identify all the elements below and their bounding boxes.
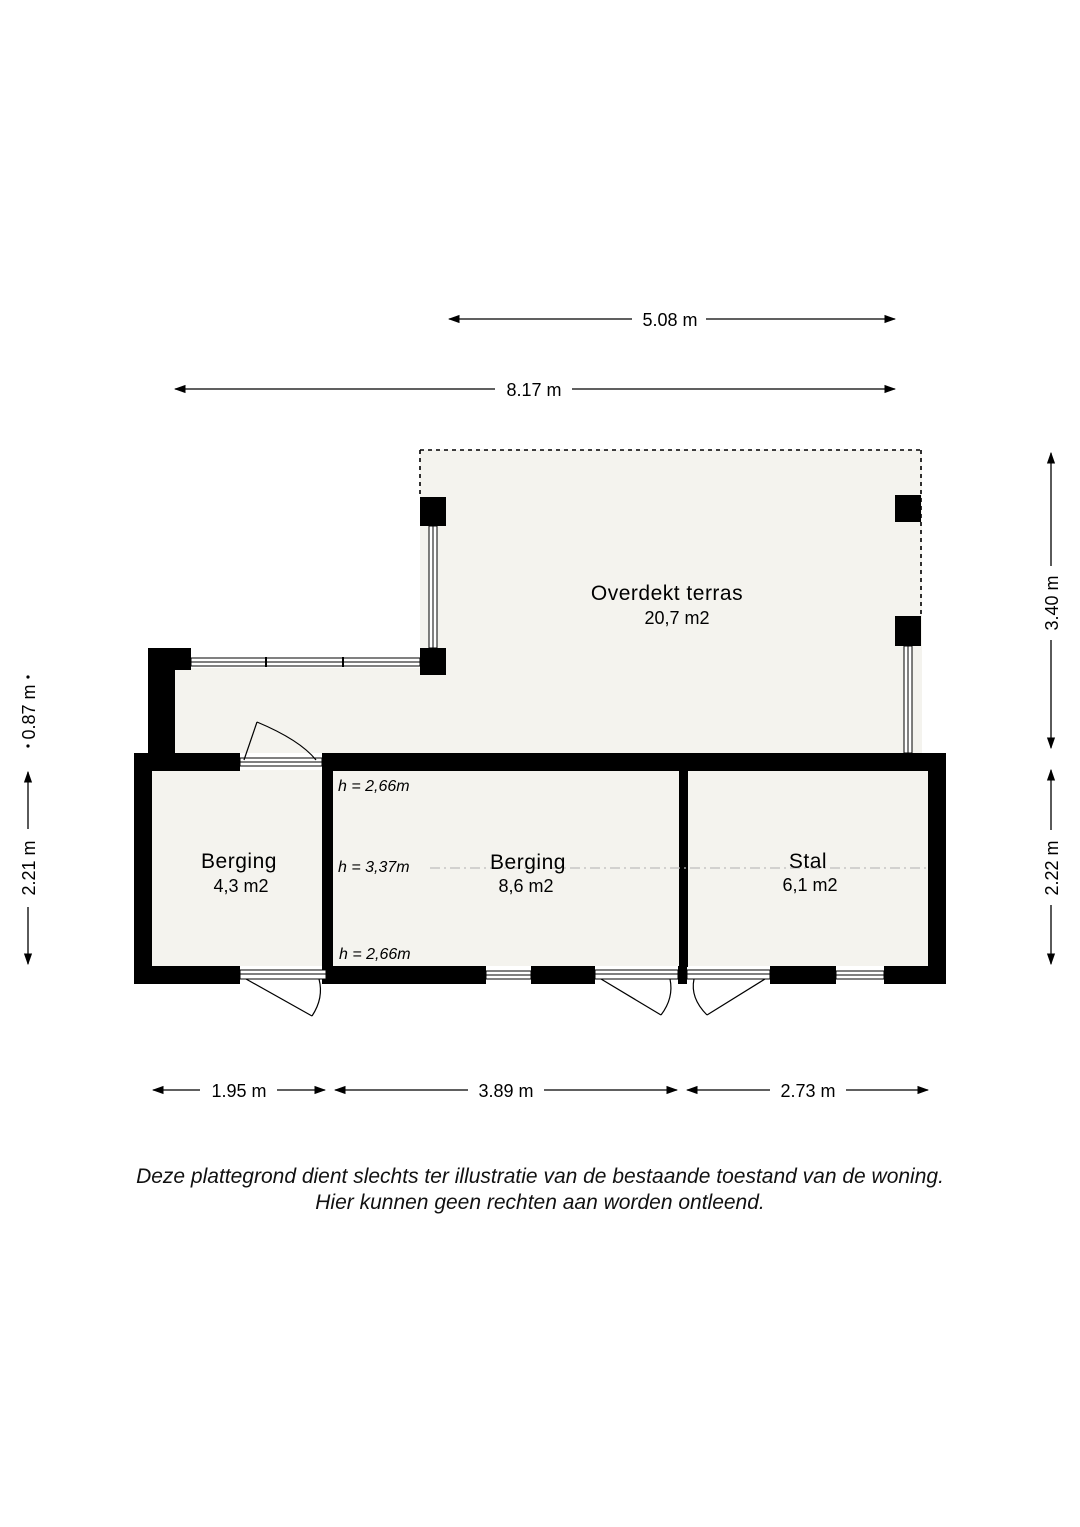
room-name-berging-small: Berging (201, 850, 277, 873)
height-label-bottom: h = 2,66m (339, 946, 411, 963)
dim-label-8-17: 8.17 m (506, 380, 562, 400)
height-label-middle: h = 3,37m (338, 859, 410, 876)
dim-label-2-21: 2.21 m (19, 840, 39, 896)
dim-label-5-08: 5.08 m (642, 310, 698, 330)
disclaimer (0, 1164, 1080, 1216)
height-label-top: h = 2,66m (338, 778, 410, 795)
dimension-dot-top (26, 675, 29, 678)
door-swing-bottom-left (246, 979, 320, 1016)
room-name-berging-large: Berging (490, 851, 566, 874)
dim-label-0-87: 0.87 m (19, 684, 39, 740)
room-area-berging-large: 8,6 m2 (498, 876, 554, 896)
dim-label-3-40: 3.40 m (1042, 575, 1062, 631)
room-area-terras: 20,7 m2 (644, 608, 710, 628)
disclaimer-line-1: Deze plattegrond dient slechts ter illustratie van de bestaande toestand van de woning. (136, 1165, 944, 1188)
room-name-stal: Stal (788, 850, 828, 873)
room-name-terras: Overdekt terras (590, 582, 744, 605)
disclaimer-line-2: Hier kunnen geen rechten aan worden ontleend. (315, 1191, 765, 1214)
terras-floor (175, 450, 922, 753)
door-swing-bottom-middle (601, 979, 671, 1015)
dim-label-2-73: 2.73 m (780, 1081, 836, 1101)
dim-label-3-89: 3.89 m (478, 1081, 534, 1101)
door-swing-bottom-stal (693, 979, 765, 1015)
dimension-dot-bottom (26, 744, 29, 747)
dim-label-2-22: 2.22 m (1042, 840, 1062, 896)
room-area-berging-small: 4,3 m2 (213, 876, 269, 896)
dim-label-1-95: 1.95 m (211, 1081, 267, 1101)
room-area-stal: 6,1 m2 (782, 875, 838, 895)
